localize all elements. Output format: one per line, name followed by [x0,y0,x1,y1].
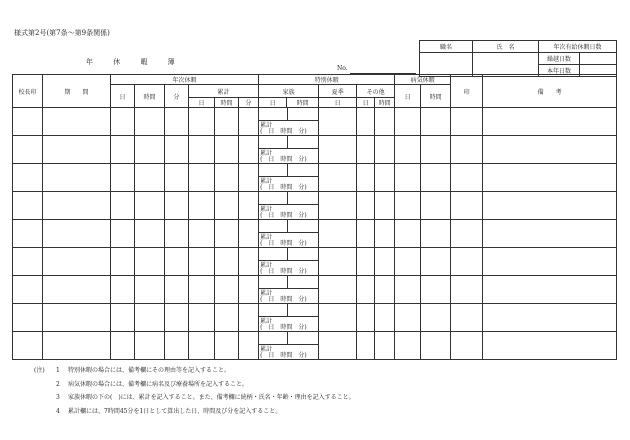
table-cell[interactable] [165,248,189,276]
table-cell[interactable] [319,108,357,136]
cumulative-label: 累計 [260,178,273,185]
table-cell[interactable] [215,136,239,164]
table-cell[interactable] [135,276,165,304]
table-cell[interactable] [111,164,135,192]
table-cell[interactable] [111,108,135,136]
summer-header: 夏季 [319,85,357,98]
annual-minute-header: 分 [165,85,189,108]
table-cell[interactable] [189,192,215,220]
family-leave-cell[interactable] [259,248,319,276]
table-row [13,276,617,304]
cumulative-value: ( 日 時間 分) [260,128,307,135]
table-cell[interactable] [111,136,135,164]
table-cell[interactable] [215,332,239,360]
table-cell[interactable] [375,108,395,136]
table-cell[interactable] [189,276,215,304]
table-cell[interactable] [165,220,189,248]
carry-over-cell[interactable] [580,53,617,65]
table-row [13,136,617,164]
table-cell[interactable] [13,276,43,304]
table-cell[interactable] [165,108,189,136]
leave-register-table [12,74,617,360]
table-cell[interactable] [135,220,165,248]
table-cell[interactable] [239,192,259,220]
table-cell[interactable] [319,276,357,304]
table-cell[interactable] [357,108,375,136]
table-cell[interactable] [451,304,483,332]
table-row [13,108,617,136]
table-cell[interactable] [189,108,215,136]
family-leave-cell[interactable] [259,192,319,220]
cumulative-value: ( 日 時間 分) [260,212,307,219]
table-cell[interactable] [483,276,617,304]
family-hour-header: 時間 [287,98,319,108]
family-leave-cell[interactable] [259,108,319,136]
sick-hour-header: 時間 [421,85,451,108]
table-cell[interactable] [451,164,483,192]
table-row [13,332,617,360]
table-cell[interactable] [451,248,483,276]
table-cell[interactable] [111,248,135,276]
table-cell[interactable] [421,108,451,136]
annual-hour-header: 時間 [135,85,165,108]
table-cell[interactable] [239,304,259,332]
cumulative-label: 累計 [260,234,273,241]
table-cell[interactable] [483,304,617,332]
table-row [13,220,617,248]
family-leave-cell[interactable] [259,164,319,192]
cumulative-label: 累計 [260,206,273,213]
family-leave-cell[interactable] [259,220,319,248]
table-cell[interactable] [395,192,421,220]
notes [34,364,355,418]
table-cell[interactable] [189,220,215,248]
cum-hour-header: 時間 [215,98,239,108]
table-cell[interactable] [165,276,189,304]
cumulative-label: 累計 [260,122,273,129]
family-leave-cell[interactable] [259,136,319,164]
name-cell[interactable] [473,53,539,77]
employee-info-table [419,40,617,77]
form-number: 様式第2号(第7条～第9条関係) [14,29,110,37]
table-cell[interactable] [451,108,483,136]
table-cell[interactable] [451,276,483,304]
table-cell[interactable] [421,136,451,164]
family-header: 家族 [259,85,319,98]
table-row [13,248,617,276]
table-cell[interactable] [13,304,43,332]
table-cell[interactable] [239,164,259,192]
table-cell[interactable] [319,192,357,220]
cumulative-value: ( 日 時間 分) [260,296,307,303]
table-cell[interactable] [375,276,395,304]
table-cell[interactable] [43,108,111,136]
table-cell[interactable] [135,108,165,136]
table-cell[interactable] [165,332,189,360]
table-cell[interactable] [189,136,215,164]
note-text: 累計欄には、7時間45分を1日として算出した日、時間及び分を記入すること。 [68,407,282,415]
table-cell[interactable] [421,304,451,332]
table-cell[interactable] [165,164,189,192]
note-text: 病気休暇の場合には、備考欄に病名及び療養場所を記入すること。 [68,380,249,388]
table-cell[interactable] [239,136,259,164]
table-cell[interactable] [375,248,395,276]
table-cell[interactable] [239,248,259,276]
table-cell[interactable] [357,164,375,192]
name-header: 氏 名 [473,41,539,53]
table-cell[interactable] [451,136,483,164]
note-number: 2 [56,380,60,388]
table-cell[interactable] [43,220,111,248]
table-cell[interactable] [13,164,43,192]
cumulative-value: ( 日 時間 分) [260,156,307,163]
this-year-label: 本年日数 [539,65,580,77]
table-cell[interactable] [421,220,451,248]
table-cell[interactable] [111,276,135,304]
table-cell[interactable] [215,248,239,276]
table-cell[interactable] [13,220,43,248]
table-cell[interactable] [357,192,375,220]
table-cell[interactable] [111,304,135,332]
table-cell[interactable] [43,332,111,360]
cumulative-label: 累計 [260,262,273,269]
family-leave-cell[interactable] [259,304,319,332]
table-cell[interactable] [135,164,165,192]
table-cell[interactable] [319,164,357,192]
table-cell[interactable] [135,192,165,220]
table-cell[interactable] [43,248,111,276]
note-number: 3 [56,394,60,401]
table-row [13,164,617,192]
note-text: 特別休暇の場合には、備考欄にその理由等を記入すること。 [68,367,231,374]
table-cell[interactable] [135,304,165,332]
table-cell[interactable] [239,220,259,248]
table-cell[interactable] [239,276,259,304]
table-cell[interactable] [421,192,451,220]
table-cell[interactable] [111,192,135,220]
table-cell[interactable] [43,136,111,164]
table-cell[interactable] [395,276,421,304]
table-cell[interactable] [165,136,189,164]
family-leave-cell[interactable] [259,276,319,304]
table-cell[interactable] [189,248,215,276]
table-cell[interactable] [483,220,617,248]
table-cell[interactable] [395,332,421,360]
table-cell[interactable] [483,136,617,164]
table-cell[interactable] [319,136,357,164]
table-cell[interactable] [357,276,375,304]
table-cell[interactable] [111,220,135,248]
table-cell[interactable] [357,220,375,248]
summer-day-header: 日 [319,98,357,108]
table-cell[interactable] [395,136,421,164]
table-cell[interactable] [421,248,451,276]
table-cell[interactable] [395,108,421,136]
table-row [13,192,617,220]
table-cell[interactable] [421,276,451,304]
table-cell[interactable] [319,248,357,276]
table-cell[interactable] [375,332,395,360]
page-title: 年 休 暇 簿 [86,58,184,66]
note-number: 1 [56,367,60,374]
cumulative-value: ( 日 時間 分) [260,184,307,191]
table-cell[interactable] [319,304,357,332]
table-cell[interactable] [395,220,421,248]
table-cell[interactable] [375,164,395,192]
carry-over-label: 繰越日数 [539,53,580,65]
table-cell[interactable] [451,192,483,220]
principal-seal-header: 校長印 [13,75,43,108]
table-cell[interactable] [395,304,421,332]
table-cell[interactable] [189,332,215,360]
table-cell[interactable] [357,332,375,360]
table-cell[interactable] [13,136,43,164]
table-cell[interactable] [375,220,395,248]
table-cell[interactable] [189,304,215,332]
table-cell[interactable] [215,304,239,332]
table-cell[interactable] [483,248,617,276]
notes-prefix: (注) [34,367,45,374]
table-cell[interactable] [135,136,165,164]
cumulative-label: 累計 [260,318,273,325]
table-cell[interactable] [215,220,239,248]
table-cell[interactable] [165,304,189,332]
annual-cumulative-header: 累計 [189,85,259,98]
family-leave-cell[interactable] [259,332,319,360]
cum-day-header: 日 [189,98,215,108]
table-cell[interactable] [215,108,239,136]
table-cell[interactable] [483,108,617,136]
table-cell[interactable] [43,164,111,192]
cumulative-value: ( 日 時間 分) [260,268,307,275]
table-cell[interactable] [357,248,375,276]
table-cell[interactable] [451,332,483,360]
table-cell[interactable] [135,332,165,360]
special-leave-header: 特別休暇 [259,75,395,85]
position-cell[interactable] [420,53,473,77]
table-cell[interactable] [43,304,111,332]
table-cell[interactable] [215,276,239,304]
table-cell[interactable] [319,220,357,248]
cumulative-label: 累計 [260,346,273,353]
table-cell[interactable] [13,192,43,220]
table-cell[interactable] [165,192,189,220]
table-row [13,304,617,332]
seal-header: 印 [451,75,483,108]
sick-day-header: 日 [395,85,421,108]
table-cell[interactable] [319,332,357,360]
table-cell[interactable] [483,192,617,220]
table-cell[interactable] [395,164,421,192]
table-cell[interactable] [43,276,111,304]
table-cell[interactable] [13,332,43,360]
note-number: 4 [56,407,60,415]
cumulative-label: 累計 [260,290,273,297]
note-text: 家族休暇の下の( )には、累計を記入すること。また、備考欄に続柄・氏名・年齢・理由を記入すること。 [68,394,355,401]
table-cell[interactable] [483,164,617,192]
table-cell[interactable] [13,248,43,276]
cumulative-value: ( 日 時間 分) [260,352,307,359]
table-cell[interactable] [239,108,259,136]
table-cell[interactable] [135,248,165,276]
annual-leave-header: 年次休暇 [111,75,259,85]
sick-leave-header: 病気休暇 [395,75,451,85]
table-cell[interactable] [111,332,135,360]
table-cell[interactable] [375,304,395,332]
table-cell[interactable] [421,332,451,360]
table-cell[interactable] [13,108,43,136]
annual-days-header: 年次有給休暇日数 [539,41,617,53]
position-header: 職名 [420,41,473,53]
other-header: その他 [357,85,395,98]
cumulative-label: 累計 [260,150,273,157]
table-cell[interactable] [215,164,239,192]
table-cell[interactable] [395,248,421,276]
cumulative-value: ( 日 時間 分) [260,324,307,331]
cumulative-value: ( 日 時間 分) [260,240,307,247]
period-header: 期 間 [43,75,111,108]
annual-day-header: 日 [111,85,135,108]
table-cell[interactable] [451,220,483,248]
family-day-header: 日 [259,98,287,108]
table-cell[interactable] [421,164,451,192]
table-cell[interactable] [189,164,215,192]
number-label: No. [337,65,348,72]
table-cell[interactable] [483,332,617,360]
remarks-header: 備 考 [483,75,617,108]
other-day-header: 日 [357,98,375,108]
other-hour-header: 時間 [375,98,395,108]
table-cell[interactable] [239,332,259,360]
cum-minute-header: 分 [239,98,259,108]
table-cell[interactable] [43,192,111,220]
table-cell[interactable] [215,192,239,220]
table-cell[interactable] [375,136,395,164]
table-cell[interactable] [357,136,375,164]
table-cell[interactable] [375,192,395,220]
table-cell[interactable] [357,304,375,332]
